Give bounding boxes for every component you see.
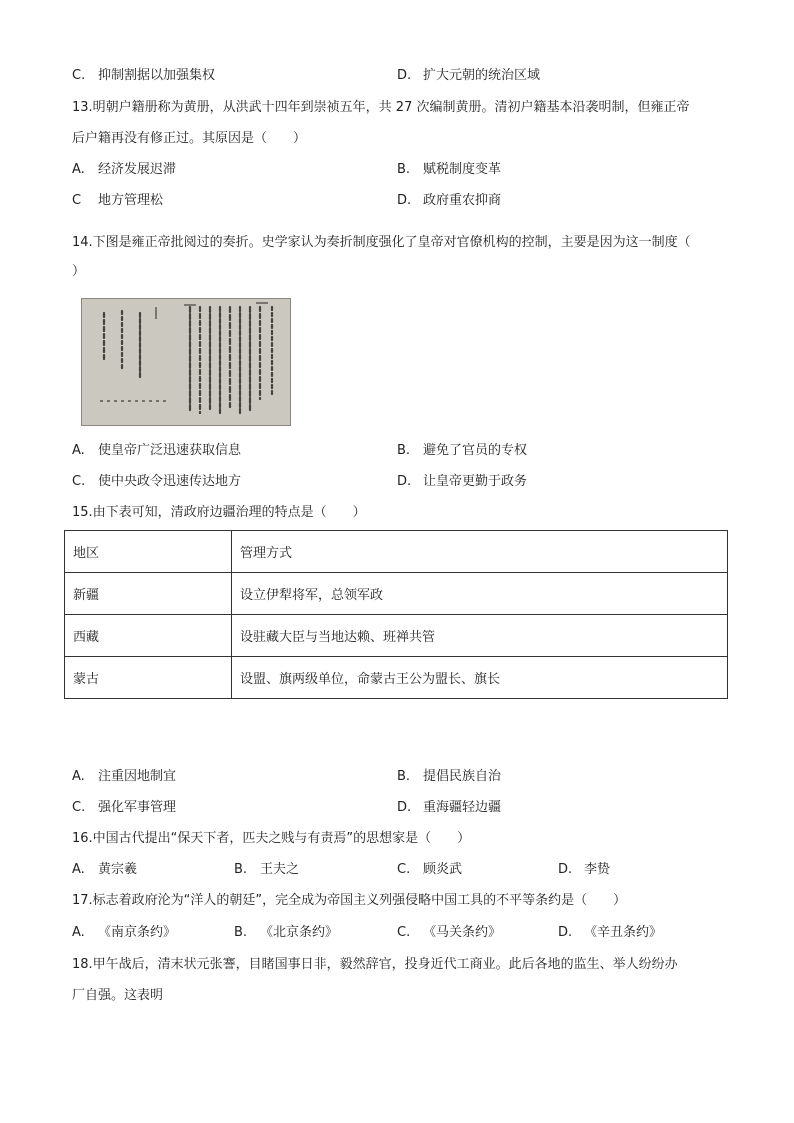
option-text: 《南京条约》 [98, 925, 177, 940]
option-text: 经济发展迟滞 [98, 162, 177, 177]
q16-option-b[interactable] [234, 860, 299, 880]
q16-option-a[interactable] [72, 860, 137, 880]
table-header-row [65, 531, 728, 573]
q16-stem: 16.中国古代提出“保天下者，匹夫之贱与有责焉”的思想家是（ ） [72, 831, 471, 846]
q13-stem-line-2: 后户籍再没有修正过。其原因是（ ） [72, 131, 307, 146]
table-row [65, 573, 728, 615]
option-letter: B. [234, 925, 248, 940]
q15-option-d[interactable] [397, 798, 501, 818]
q12-option-c[interactable] [72, 66, 215, 86]
q13-option-c[interactable] [72, 191, 163, 211]
q16-option-c[interactable] [397, 860, 462, 880]
option-letter: D. [397, 68, 412, 83]
q14-option-b[interactable] [397, 441, 527, 461]
option-text: 王夫之 [260, 862, 300, 877]
q14-stem-line-1: 14.下图是雍正帝批阅过的奏折。史学家认为奏折制度强化了皇帝对官僚机构的控制，主要是因为这一制度（ [72, 235, 691, 250]
q13-option-b[interactable] [397, 160, 501, 180]
option-letter: B. [397, 769, 411, 784]
option-letter: C. [397, 862, 411, 877]
memorial-document-image [81, 298, 291, 426]
option-letter: A. [72, 862, 85, 877]
frontier-governance-table [64, 530, 728, 699]
option-text: 强化军事管理 [98, 800, 177, 815]
option-text: 李贽 [584, 862, 611, 877]
q16-option-d[interactable] [558, 860, 610, 880]
q17-option-d[interactable] [558, 923, 662, 943]
option-letter: C. [397, 925, 411, 940]
option-text: 注重因地制宜 [98, 769, 177, 784]
table-cell-method: 设盟、旗两级单位，命蒙古王公为盟长、旗长 [232, 657, 728, 699]
option-letter: D. [558, 925, 573, 940]
table-header-cell: 地区 [65, 531, 232, 573]
option-text: 重海疆轻边疆 [423, 800, 502, 815]
q15-option-b[interactable] [397, 767, 501, 787]
option-letter: A. [72, 769, 85, 784]
option-text: 抑制割据以加强集权 [98, 68, 216, 83]
option-letter: D. [397, 193, 412, 208]
q13-option-a[interactable] [72, 160, 176, 180]
option-letter: C. [72, 800, 86, 815]
option-text: 《辛丑条约》 [584, 925, 663, 940]
option-text: 提倡民族自治 [423, 769, 502, 784]
option-letter: C [72, 193, 82, 208]
option-letter: B. [234, 862, 248, 877]
option-letter: B. [397, 162, 411, 177]
option-text: 使皇帝广泛迅速获取信息 [98, 443, 242, 458]
option-letter: D. [558, 862, 573, 877]
option-text: 黄宗羲 [98, 862, 138, 877]
q14-option-d[interactable] [397, 472, 527, 492]
option-letter: C. [72, 474, 86, 489]
table-cell-method: 设驻藏大臣与当地达赖、班禅共管 [232, 615, 728, 657]
q14-option-a[interactable] [72, 441, 241, 461]
table-row [65, 615, 728, 657]
q18-stem-line-2: 厂自强。这表明 [72, 988, 164, 1003]
table-cell-region: 新疆 [65, 573, 232, 615]
q14-stem-line-2: ） [72, 264, 86, 279]
q17-option-c[interactable] [397, 923, 501, 943]
q14-option-c[interactable] [72, 472, 241, 492]
option-letter: A. [72, 443, 85, 458]
option-text: 让皇帝更勤于政务 [423, 474, 528, 489]
option-text: 扩大元朝的统治区域 [423, 68, 541, 83]
option-letter: C. [72, 68, 86, 83]
option-text: 《北京条约》 [260, 925, 339, 940]
option-text: 地方管理松 [98, 193, 164, 208]
option-text: 顾炎武 [423, 862, 463, 877]
q17-option-b[interactable] [234, 923, 338, 943]
memorial-image-drawing [82, 299, 290, 425]
table-cell-method: 设立伊犁将军，总领军政 [232, 573, 728, 615]
option-letter: D. [397, 474, 412, 489]
option-letter: A. [72, 162, 85, 177]
q12-option-d[interactable] [397, 66, 540, 86]
q17-stem: 17.标志着政府沦为“洋人的朝廷”，完全成为帝国主义列强侵略中国工具的不平等条约是（ ） [72, 893, 627, 908]
q13-option-d[interactable] [397, 191, 501, 211]
table-cell-region: 蒙古 [65, 657, 232, 699]
option-text: 避免了官员的专权 [423, 443, 528, 458]
table-cell-region: 西藏 [65, 615, 232, 657]
q17-option-a[interactable] [72, 923, 176, 943]
option-letter: D. [397, 800, 412, 815]
q15-stem: 15.由下表可知，清政府边疆治理的特点是（ ） [72, 505, 366, 520]
q15-option-a[interactable] [72, 767, 176, 787]
q13-stem-line-1: 13.明朝户籍册称为黄册，从洪武十四年到崇祯五年，共 27 次编制黄册。清初户籍基本沿袭明制，但雍正帝 [72, 100, 690, 115]
option-text: 《马关条约》 [423, 925, 502, 940]
option-text: 使中央政令迅速传达地方 [98, 474, 242, 489]
q15-option-c[interactable] [72, 798, 176, 818]
table-row [65, 657, 728, 699]
option-text: 赋税制度变革 [423, 162, 502, 177]
option-letter: B. [397, 443, 411, 458]
option-letter: A. [72, 925, 85, 940]
option-text: 政府重农抑商 [423, 193, 502, 208]
table-header-cell: 管理方式 [232, 531, 728, 573]
q18-stem-line-1: 18.甲午战后，清末状元张謇，目睹国事日非，毅然辞官，投身近代工商业。此后各地的监生、举人纷纷办 [72, 957, 678, 972]
